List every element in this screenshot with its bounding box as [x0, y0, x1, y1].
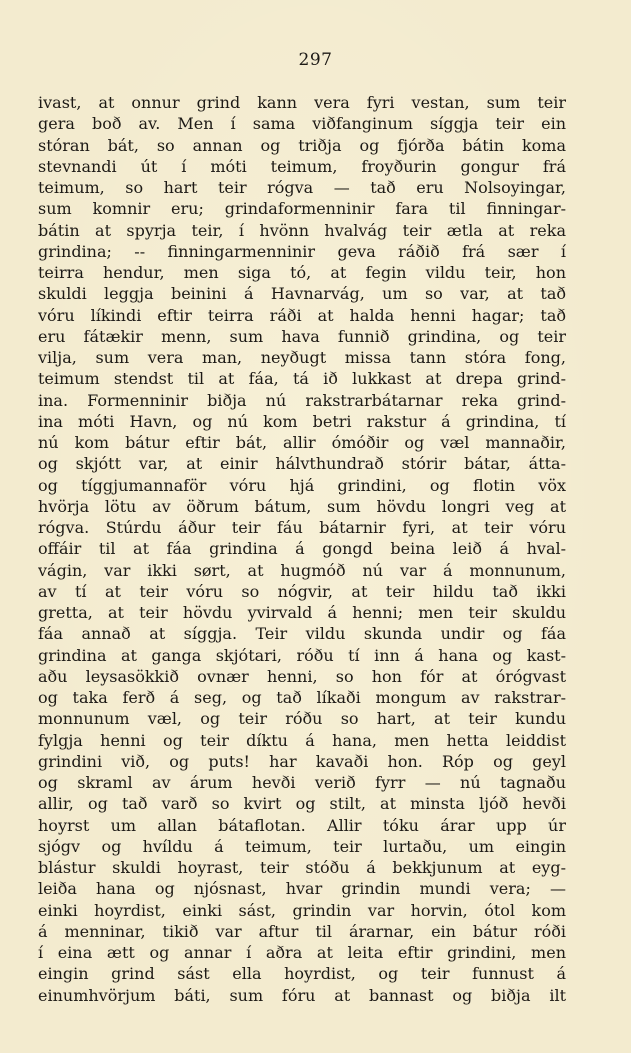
text-line: monnunum væl, og teir róðu so hart, at teir kundu — [38, 709, 566, 729]
text-line: av tí at teir vóru so nógvir, at teir hildu tað ikki — [38, 581, 566, 601]
body-text — [38, 92, 566, 1006]
text-line: og skjótt var, at einir hálvthundrað stórir bátar, átta- — [38, 454, 566, 474]
text-line: teimum, so hart teir rógva — tað eru Nolsoyingar, — [38, 178, 566, 197]
text-line: grindina at ganga skjótari, róðu tí inn á hana og kast- — [38, 645, 566, 665]
text-line: einki hoyrdist, einki sást, grindin var horvin, ótol kom — [38, 900, 566, 920]
text-line: ivast, at onnur grind kann vera fyri vestan, sum teir — [38, 93, 566, 112]
text-line: vóru líkindi eftir teirra ráði at halda henni hagar; tað — [38, 305, 566, 325]
text-line: á menninar, tikið var aftur til árarnar, ein bátur róði — [38, 921, 566, 941]
text-line: og taka ferð á seg, og tað líkaði mongum av rakstrar- — [38, 688, 566, 707]
text-line: nú kom bátur eftir bát, allir ómóðir og væl mannaðir, — [38, 433, 566, 452]
text-line: vágin, var ikki sørt, at hugmóð nú var á monnunum, — [38, 560, 566, 580]
text-line: rógva. Stúrdu áður teir fáu bátarnir fyri, at teir vóru — [38, 518, 566, 537]
text-line: grindini við, og puts! har kavaði hon. Róp og geyl — [38, 751, 566, 771]
text-line: teirra hendur, men siga tó, at fegin vildu teir, hon — [38, 263, 566, 282]
text-line: eru fátækir menn, sum hava funnið grindina, og teir — [38, 326, 566, 346]
text-line: gera boð av. Men í sama viðfanginum síggja teir ein — [38, 114, 566, 134]
text-line: eingin grind sást ella hoyrdist, og teir funnust á — [38, 964, 566, 984]
text-line: skuldi leggja beinini á Havnarvág, um so var, at tað — [38, 284, 566, 304]
text-line: hoyrst um allan bátaflotan. Allir tóku árar upp úr — [38, 815, 566, 835]
text-line: í eina ætt og annar í aðra at leita eftir grindini, men — [38, 943, 566, 962]
text-line: grindina; -- finningarmenninir geva ráðið frá sær í — [38, 241, 566, 261]
text-line: allir, og tað varð so kvirt og stilt, at minsta ljóð hevði — [38, 794, 566, 814]
text-line: hvörja lötu av öðrum bátum, sum hövdu longri veg at — [38, 496, 566, 516]
text-line: ina. Formenninir biðja nú rakstrarbátarnar reka grind- — [38, 390, 566, 410]
text-line: vilja, sum vera man, neyðugt missa tann stóra fong, — [38, 348, 566, 367]
text-line: sjógv og hvíldu á teimum, teir lurtaðu, um eingin — [38, 836, 566, 856]
text-line: teimum stendst til at fáa, tá ið lukkast at drepa grind- — [38, 369, 566, 389]
text-line: offáir til at fáa grindina á gongd beina leið á hval- — [38, 539, 566, 559]
text-line: fáa annað at síggja. Teir vildu skunda undir og fáa — [38, 624, 566, 644]
text-line: sum komnir eru; grindaformenninir fara til finningar- — [38, 199, 566, 219]
text-line: aðu leysasökkið ovnær henni, so hon fór at órógvast — [38, 666, 566, 686]
text-line: stóran bát, so annan og triðja og fjórða bátin koma — [38, 135, 566, 155]
text-line: og tíggjumannaför vóru hjá grindini, og flotin vöx — [38, 475, 566, 495]
text-line: og skraml av árum hevði verið fyrr — nú tagnaðu — [38, 773, 566, 792]
text-line: leiða hana og njósnast, hvar grindin mundi vera; — — [38, 879, 566, 899]
text-line: gretta, at teir hövdu yvirvald á henni; men teir skuldu — [38, 603, 566, 622]
text-line: blástur skuldi hoyrast, teir stóðu á bekkjunum at eyg- — [38, 858, 566, 877]
text-line: einumhvörjum báti, sum fóru at bannast og biðja ilt — [38, 985, 566, 1005]
text-line: fylgja henni og teir díktu á hana, men hetta leiddist — [38, 730, 566, 750]
text-line: bátin at spyrja teir, í hvönn hvalvág teir ætla at reka — [38, 220, 566, 240]
text-line: ina móti Havn, og nú kom betri rakstur á grindina, tí — [38, 411, 566, 431]
page-number: 297 — [298, 50, 333, 70]
text-line: stevnandi út í móti teimum, froyðurin gongur frá — [38, 156, 566, 176]
